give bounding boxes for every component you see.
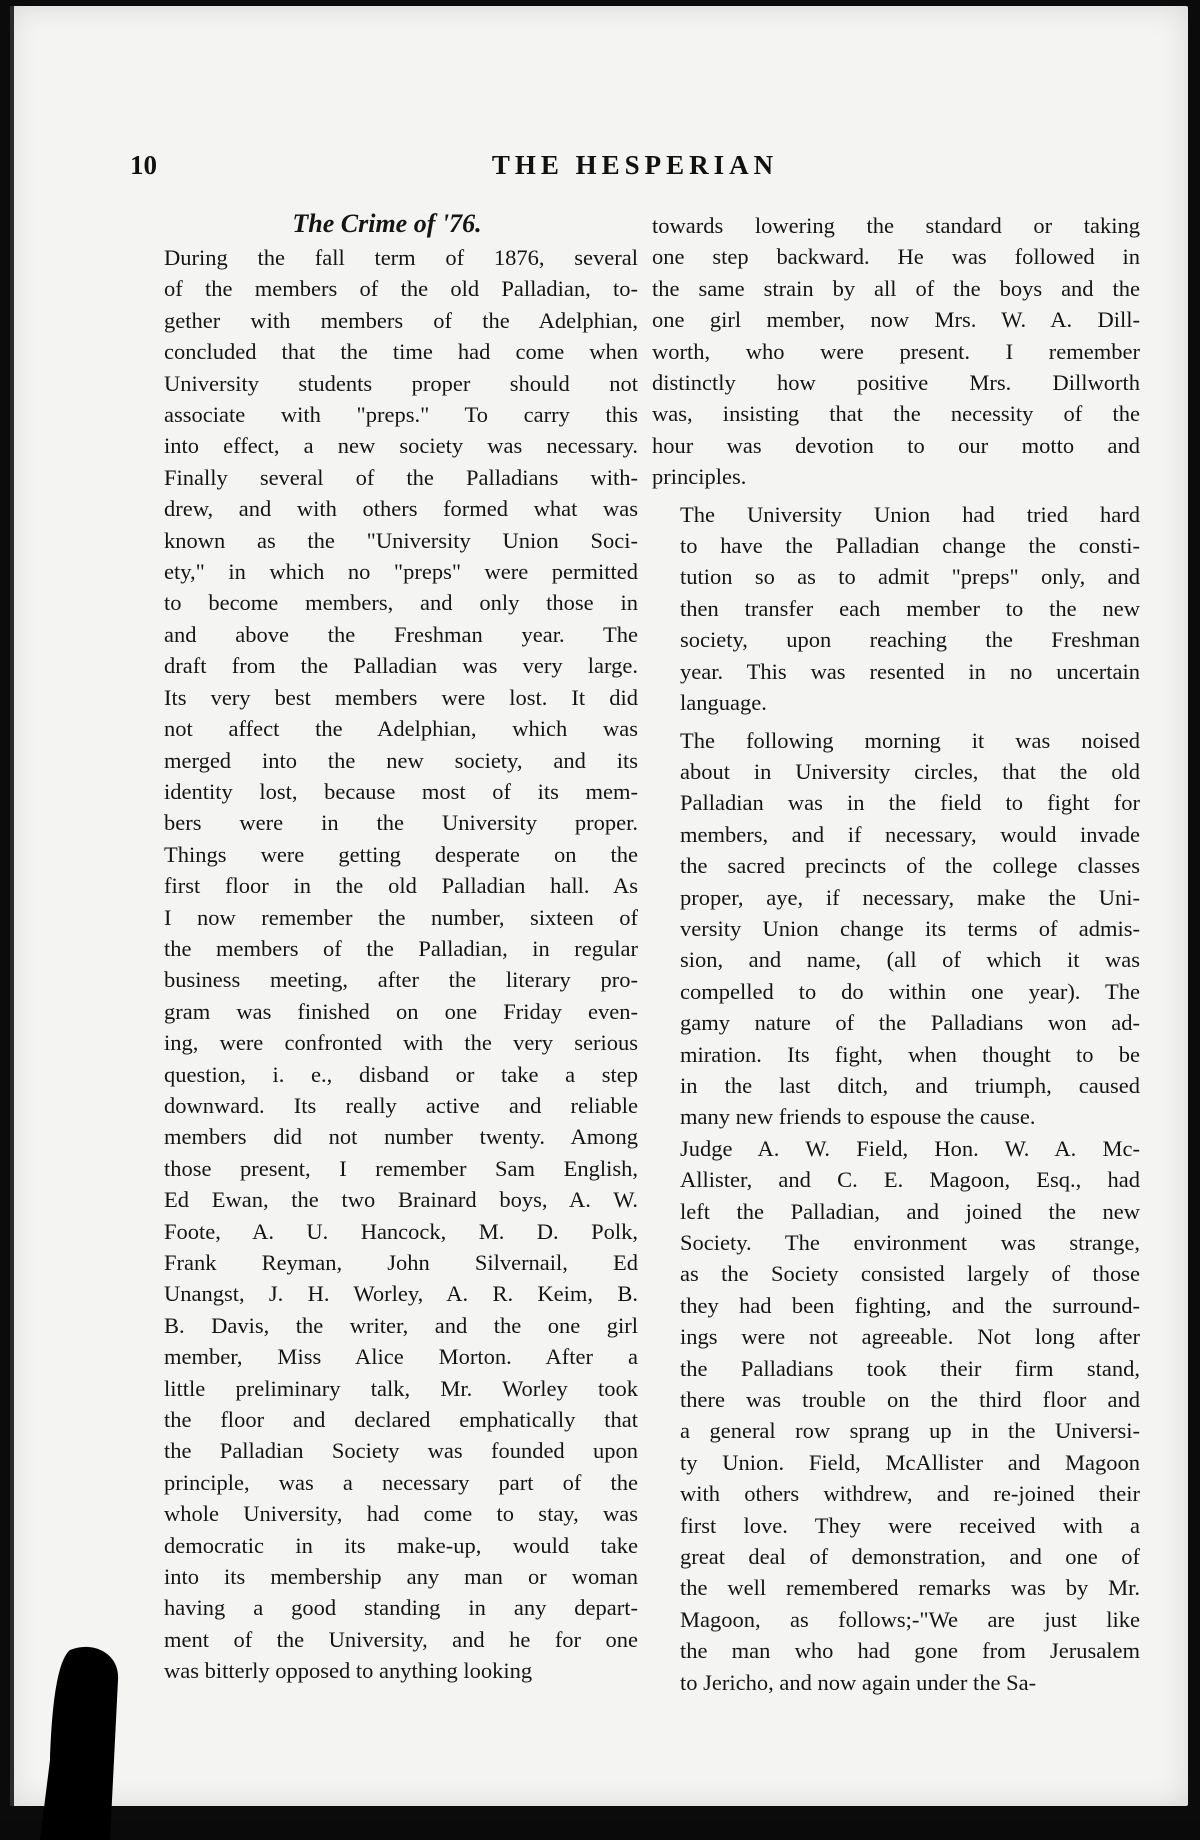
- text-line: The following morning it was noised: [680, 727, 1140, 753]
- text-line: business meeting, after the literary pro-: [164, 967, 638, 993]
- text-line: Allister, and C. E. Magoon, Esq., had: [680, 1167, 1140, 1193]
- text-line: in the last ditch, and triumph, caused: [680, 1072, 1140, 1098]
- text-line: question, i. e., disband or take a step: [164, 1061, 638, 1087]
- text-line: a general row sprang up in the Universi-: [680, 1418, 1140, 1444]
- text-line: language.: [680, 690, 767, 716]
- text-line: distinctly how positive Mrs. Dillworth: [652, 370, 1140, 396]
- text-line: concluded that the time had come when: [164, 339, 638, 365]
- text-line: proper, aye, if necessary, make the Uni-: [680, 884, 1140, 910]
- text-line: Judge A. W. Field, Hon. W. A. Mc-: [680, 1135, 1140, 1161]
- text-line: the members of the Palladian, in regular: [164, 935, 638, 961]
- text-line: great deal of demonstration, and one of: [680, 1544, 1140, 1570]
- text-line: ment of the University, and he for one: [164, 1626, 638, 1652]
- text-line: was bitterly opposed to anything looking: [164, 1658, 533, 1684]
- text-line: ings were not agreeable. Not long after: [680, 1324, 1140, 1350]
- text-line: Society. The environment was strange,: [680, 1230, 1140, 1255]
- text-line: ety," in which no "preps" were permitted: [164, 559, 638, 585]
- text-line: into effect, a new society was necessary.: [164, 433, 638, 459]
- text-line: sion, and name, (all of which it was: [680, 947, 1140, 973]
- text-line: they had been fighting, and the surround-: [680, 1292, 1140, 1318]
- text-line: compelled to do within one year). The: [680, 978, 1140, 1004]
- text-line: identity lost, because most of its mem-: [164, 778, 638, 804]
- right-paragraph-3: [652, 725, 1140, 1133]
- text-line: the same strain by all of the boys and the: [652, 275, 1140, 301]
- text-line: worth, who were present. I remember: [652, 338, 1140, 364]
- text-line: first love. They were received with a: [680, 1512, 1140, 1538]
- text-line: having a good standing in any depart-: [164, 1595, 638, 1621]
- text-line: gamy nature of the Palladians won ad-: [680, 1010, 1140, 1036]
- text-line: into its membership any man or woman: [164, 1564, 638, 1590]
- text-line: Ed Ewan, the two Brainard boys, A. W.: [164, 1187, 638, 1213]
- text-line: gram was finished on one Friday even-: [164, 998, 638, 1024]
- text-line: then transfer each member to the new: [680, 595, 1140, 621]
- text-line: B. Davis, the writer, and the one girl: [164, 1312, 638, 1338]
- text-line: members did not number twenty. Among: [164, 1124, 638, 1150]
- text-line: one step backward. He was followed in: [652, 244, 1140, 270]
- text-line: merged into the new society, and its: [164, 747, 638, 773]
- text-line: miration. Its fight, when thought to be: [680, 1041, 1140, 1067]
- text-line: The University Union had tried hard: [680, 501, 1140, 527]
- text-line: ing, were confronted with the very serious: [164, 1030, 638, 1056]
- text-line: year. This was resented in no uncertain: [680, 658, 1140, 684]
- text-line: ty Union. Field, McAllister and Magoon: [680, 1449, 1140, 1475]
- text-line: the well remembered remarks was by Mr.: [680, 1575, 1140, 1601]
- text-line: whole University, had come to stay, was: [164, 1501, 638, 1527]
- article-title: The Crime of '76.: [292, 209, 482, 238]
- text-line: members, and if necessary, would invade: [680, 821, 1140, 847]
- text-line: towards lowering the standard or taking: [652, 213, 1140, 238]
- text-line: principle, was a necessary part of the: [164, 1469, 638, 1495]
- text-line: those present, I remember Sam English,: [164, 1155, 638, 1181]
- text-line: Its very best members were lost. It did: [164, 684, 638, 710]
- page-edge: [10, 6, 14, 1806]
- text-line: drew, and with others formed what was: [164, 496, 638, 522]
- text-line: to Jericho, and now again under the Sa-: [680, 1669, 1037, 1695]
- text-line: gether with members of the Adelphian,: [164, 307, 638, 333]
- text-line: was, insisting that the necessity of the: [652, 401, 1140, 427]
- text-line: Finally several of the Palladians with-: [164, 464, 638, 490]
- running-head: THE HESPERIAN: [491, 150, 779, 180]
- left-paragraph-1: [136, 242, 638, 1687]
- text-line: hour was devotion to our motto and: [652, 432, 1140, 458]
- text-line: and above the Freshman year. The: [164, 621, 638, 647]
- text-line: about in University circles, that the old: [680, 758, 1140, 784]
- text-line: known as the "University Union Soci-: [164, 527, 638, 553]
- text-line: the Palladians took their firm stand,: [680, 1355, 1140, 1381]
- text-line: to have the Palladian change the consti-: [680, 533, 1140, 559]
- right-paragraph-2: [652, 499, 1140, 719]
- text-line: left the Palladian, and joined the new: [680, 1198, 1140, 1224]
- text-line: Frank Reyman, John Silvernail, Ed: [164, 1250, 638, 1275]
- text-line: of the members of the old Palladian, to-: [164, 276, 638, 302]
- text-line: tution so as to admit "preps" only, and: [680, 564, 1140, 590]
- text-line: Things were getting desperate on the: [164, 841, 638, 867]
- text-line: Palladian was in the field to fight for: [680, 790, 1140, 816]
- text-line: to become members, and only those in: [164, 590, 638, 616]
- text-line: Magoon, as follows;-"We are just like: [680, 1606, 1140, 1632]
- text-line: the man who had gone from Jerusalem: [680, 1638, 1140, 1664]
- text-line: little preliminary talk, Mr. Worley took: [164, 1375, 638, 1401]
- text-line: draft from the Palladian was very large.: [164, 653, 638, 679]
- text-line: the sacred precincts of the college classes: [680, 853, 1140, 879]
- text-line: the Palladian Society was founded upon: [164, 1438, 638, 1464]
- text-line: Unangst, J. H. Worley, A. R. Keim, B.: [164, 1281, 638, 1307]
- text-line: Foote, A. U. Hancock, M. D. Polk,: [164, 1218, 638, 1244]
- text-line: bers were in the University proper.: [164, 810, 638, 836]
- text-line: downward. Its really active and reliable: [164, 1092, 638, 1118]
- text-line: associate with "preps." To carry this: [164, 402, 638, 428]
- text-line: principles.: [652, 464, 747, 490]
- text-line: During the fall term of 1876, several: [164, 245, 638, 270]
- text-line: many new friends to espouse the cause.: [680, 1104, 1036, 1130]
- text-line: society, upon reaching the Freshman: [680, 627, 1140, 653]
- text-line: democratic in its make-up, would take: [164, 1532, 638, 1558]
- text-line: versity Union change its terms of admis-: [680, 915, 1140, 941]
- page-header: [130, 150, 1140, 190]
- right-column: [652, 210, 1140, 1698]
- left-column: [136, 208, 638, 1687]
- text-line: the floor and declared emphatically that: [164, 1407, 638, 1433]
- text-line: not affect the Adelphian, which was: [164, 716, 638, 742]
- text-line: University students proper should not: [164, 370, 638, 396]
- page-number: 10: [130, 150, 157, 180]
- thumb-shadow: [40, 1640, 120, 1840]
- text-line: one girl member, now Mrs. W. A. Dill-: [652, 307, 1140, 333]
- right-paragraph-4: [652, 1133, 1140, 1698]
- text-line: I now remember the number, sixteen of: [164, 904, 638, 930]
- right-paragraph-1: [652, 210, 1140, 493]
- text-line: with others withdrew, and re-joined their: [680, 1481, 1140, 1507]
- text-line: first floor in the old Palladian hall. As: [164, 873, 638, 899]
- text-line: there was trouble on the third floor and: [680, 1387, 1140, 1413]
- text-line: member, Miss Alice Morton. After a: [164, 1344, 638, 1370]
- text-line: as the Society consisted largely of those: [680, 1261, 1140, 1287]
